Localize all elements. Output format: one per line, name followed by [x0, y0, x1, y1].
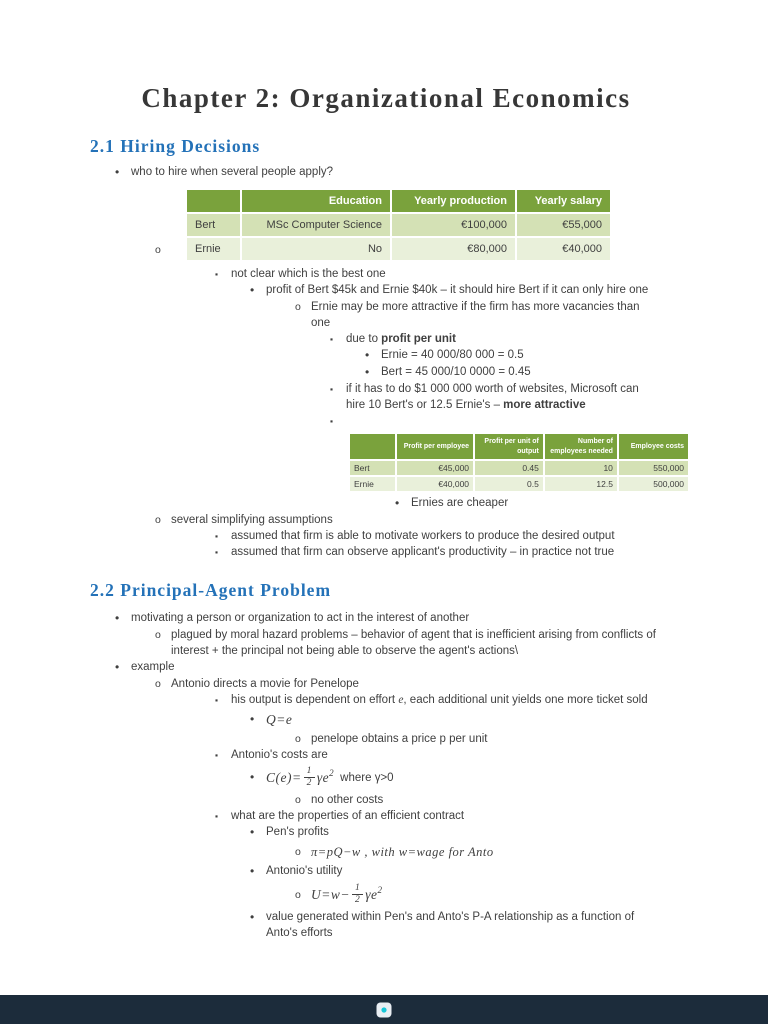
square-bullet-icon [215, 528, 231, 544]
list-item-text: value generated within Pen's and Anto's P-A relationship as a function of Anto's efforts [266, 910, 635, 939]
table-cell: Ernie [349, 476, 396, 492]
section-heading-2-1: 2.1 Hiring Decisions [90, 136, 261, 157]
bullet-icon [115, 164, 131, 181]
column-header [186, 189, 241, 213]
list-item [90, 610, 690, 627]
per-unit-profit-table [348, 432, 690, 493]
table-row [349, 476, 689, 492]
list-item [90, 824, 690, 841]
column-header [349, 433, 396, 460]
list-item [90, 676, 690, 692]
square-bullet-icon [330, 413, 346, 429]
list-item-text: assumed that firm can observe applicant's productivity – in practice not true [231, 546, 615, 559]
list-item-table [90, 183, 690, 266]
list-item-text: Antonio's costs are [231, 749, 328, 762]
list-item [90, 747, 690, 763]
list-item [90, 792, 690, 808]
bullet-icon [395, 495, 411, 512]
section-heading-2-2: 2.2 Principal-Agent Problem [90, 580, 332, 601]
list-item [90, 627, 690, 659]
equation-item [90, 711, 690, 728]
column-header: Profit per employee [396, 433, 474, 460]
equation-item [90, 883, 690, 906]
table-cell: Bert [186, 213, 241, 237]
list-item [90, 282, 690, 299]
bullet-icon [365, 347, 381, 364]
bullet-icon [250, 282, 266, 299]
table-cell: Bert [349, 460, 396, 476]
bullet-icon [365, 364, 381, 381]
list-item-text: Antonio's utility [266, 865, 343, 878]
hiring-comparison-table [185, 188, 612, 262]
circle-bullet-icon [295, 887, 311, 903]
list-item-text: not clear which is the best one [231, 268, 386, 281]
list-item-text: no other costs [311, 794, 384, 807]
circle-bullet-icon [295, 731, 311, 747]
list-item [90, 808, 690, 824]
list-item-text: who to hire when several people apply? [131, 166, 334, 179]
equation-cost: C(e)= $\frac{1}{2}$ γe 2 where γ>0 [266, 766, 394, 789]
circle-bullet-icon [155, 627, 171, 643]
list-item [90, 909, 690, 941]
list-item-text: penelope obtains a price p per unit [311, 733, 488, 746]
list-item-text: several simplifying assumptions [171, 514, 333, 527]
list-item-empty [90, 413, 690, 429]
circle-bullet-icon [295, 844, 311, 860]
table-cell: 10 [544, 460, 618, 476]
list-item [90, 266, 690, 282]
table-cell: 0.45 [474, 460, 544, 476]
circle-bullet-icon [295, 299, 311, 315]
equation-utility: U=w− $\frac{1}{2}$ γe 2 [311, 883, 383, 906]
bullet-icon [250, 824, 266, 841]
table-cell: €100,000 [391, 213, 516, 237]
square-bullet-icon [330, 331, 346, 347]
table-cell: €45,000 [396, 460, 474, 476]
equation-item [90, 844, 690, 860]
fraction: $\frac{1}{2}$ [352, 883, 363, 906]
list-item [90, 364, 690, 381]
list-item-text: his output is dependent on effort e, each additional unit yields one more ticket sold [231, 694, 648, 707]
list-item [90, 659, 690, 676]
table-cell: €80,000 [391, 237, 516, 261]
table-cell: MSc Computer Science [241, 213, 391, 237]
column-header: Employee costs [618, 433, 689, 460]
list-item [90, 731, 690, 747]
table-cell: 550,000 [618, 460, 689, 476]
list-item [90, 512, 690, 528]
table-cell: No [241, 237, 391, 261]
table-row [349, 460, 689, 476]
table-cell: Ernie [186, 237, 241, 261]
list-item [90, 164, 690, 181]
table-cell: 500,000 [618, 476, 689, 492]
square-bullet-icon [215, 692, 231, 708]
column-header: Education [241, 189, 391, 213]
list-item [90, 544, 690, 560]
equation-item [90, 766, 690, 789]
bullet-icon [115, 610, 131, 627]
viewer-footer-bar [0, 995, 768, 1024]
table-cell: 12.5 [544, 476, 618, 492]
list-item-text: plagued by moral hazard problems – behavior of agent that is inefficient arising from conflicts of interest + the principal not being able to observe the agent's actions\ [171, 629, 656, 658]
list-item [90, 347, 690, 364]
square-bullet-icon [330, 381, 346, 397]
square-bullet-icon [215, 266, 231, 282]
fraction: $\frac{1}{2}$ [304, 766, 315, 789]
list-item-text: what are the properties of an efficient contract [231, 810, 465, 823]
bullet-icon [250, 909, 266, 926]
table-cell: €40,000 [396, 476, 474, 492]
table-cell: 0.5 [474, 476, 544, 492]
table-cell: €55,000 [516, 213, 611, 237]
list-item [90, 299, 690, 331]
page-title: Chapter 2: Organizational Economics [141, 83, 631, 113]
list-item-text: Bert = 45 000/10 0000 = 0.45 [381, 366, 531, 379]
column-header: Yearly production [391, 189, 516, 213]
circle-bullet-icon [295, 792, 311, 808]
column-header: Number of employees needed [544, 433, 618, 460]
footer-logo-icon[interactable] [376, 1002, 392, 1018]
list-item-text: Ernies are cheaper [411, 497, 509, 510]
bullet-icon [250, 769, 266, 786]
square-bullet-icon [215, 544, 231, 560]
table-row [186, 237, 611, 261]
list-item-text: example [131, 661, 175, 674]
list-item [90, 863, 690, 880]
column-header: Profit per unit of output [474, 433, 544, 460]
circle-bullet-icon [155, 242, 185, 266]
circle-bullet-icon [155, 676, 171, 692]
bullet-icon [115, 659, 131, 676]
bullet-icon [250, 711, 266, 728]
list-item-text: assumed that firm is able to motivate workers to produce the desired output [231, 530, 615, 543]
column-header: Yearly salary [516, 189, 611, 213]
list-item [90, 692, 690, 708]
table-cell: €40,000 [516, 237, 611, 261]
list-item-text: Ernie = 40 000/80 000 = 0.5 [381, 349, 524, 362]
list-item-text: motivating a person or organization to act in the interest of another [131, 612, 470, 625]
list-item-text: Antonio directs a movie for Penelope [171, 678, 359, 691]
square-bullet-icon [215, 747, 231, 763]
list-item-text: Pen's profits [266, 826, 329, 839]
table-row [186, 213, 611, 237]
equation-profit: π=pQ−w , with w=wage for Anto [311, 845, 494, 860]
list-item [90, 528, 690, 544]
list-item-text: if it has to do $1 000 000 worth of websites, Microsoft can hire 10 Bert's or 12.5 Ernie's – more attractive [346, 383, 639, 412]
list-item-text: profit of Bert $45k and Ernie $40k – it should hire Bert if it can only hire one [266, 284, 649, 297]
equation-q: Q=e [266, 711, 293, 727]
circle-bullet-icon [155, 512, 171, 528]
list-item-text: Ernie may be more attractive if the firm has more vacancies than one [311, 301, 640, 330]
square-bullet-icon [215, 808, 231, 824]
list-item [90, 331, 690, 347]
list-item-text: due to profit per unit [346, 333, 456, 346]
list-item [90, 495, 690, 512]
bullet-icon [250, 863, 266, 880]
footer-logo-glyph [376, 1002, 392, 1018]
list-item [90, 381, 690, 413]
